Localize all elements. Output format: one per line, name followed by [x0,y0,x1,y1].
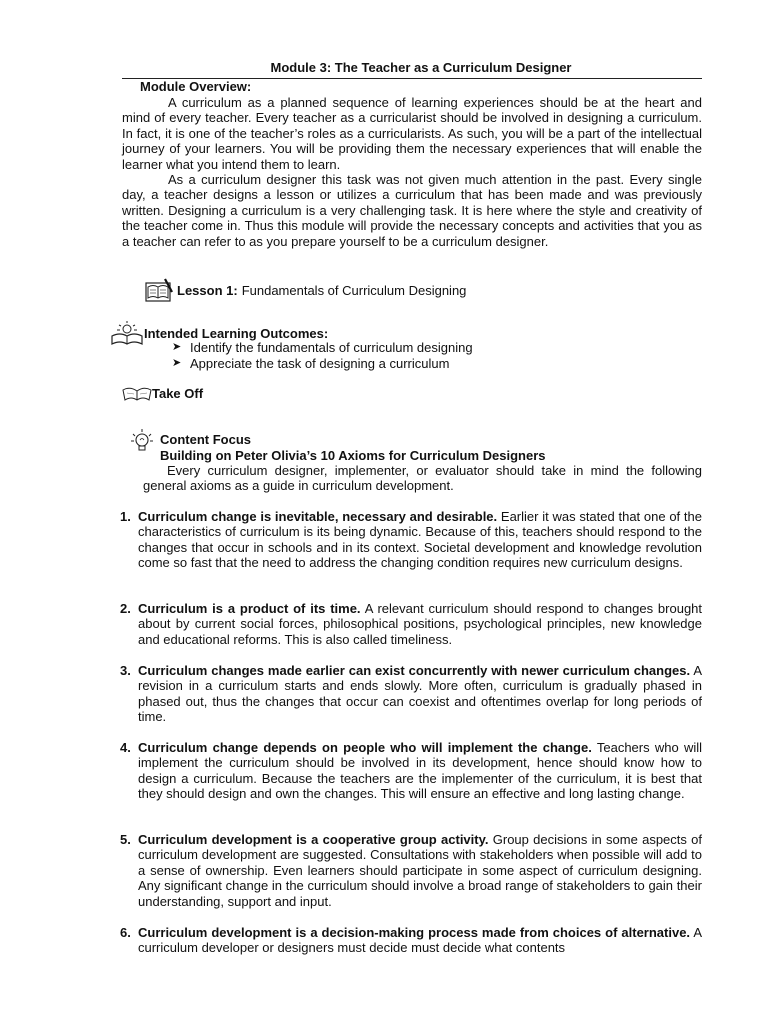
axiom-item [120,832,702,909]
axiom-number: 2. [120,601,131,616]
arrow-bullet-icon: ➤ [172,356,182,369]
axiom-title: Curriculum changes made earlier can exist concurrently with newer curriculum changes. [138,663,691,678]
axiom-text: Earlier it was stated that one of the characteristics of curriculum is its being dynamic. Because of this, teachers should respond to the changes that occur in schools and in its context. Societal development and knowledge revolution come so fast that the need to address the changing condition requires new curriculum designs. [138,509,702,571]
axiom-item [120,663,702,725]
axiom-title: Curriculum change depends on people who will implement the change. [138,740,592,755]
axiom-item [120,925,702,956]
axiom-text: A relevant curriculum should respond to changes brought about by current social forces, philosophical positions, psychological principles, new knowledge and educational reforms. This is also called timeliness. [138,601,703,647]
axiom-text: A curriculum developer or designers must decide must decide what contents [138,925,702,956]
take-off-row [122,384,203,402]
axiom-number: 6. [120,925,131,940]
axiom-title: Curriculum change is inevitable, necessary and desirable. [138,509,498,524]
axiom-number: 5. [120,832,131,847]
lightbulb-icon [130,427,154,457]
lesson-heading [145,277,466,303]
axiom-item [120,740,702,802]
module-title: Module 3: The Teacher as a Curriculum Designer [270,60,572,75]
axiom-number: 3. [120,663,131,678]
content-focus-header [130,427,546,463]
outcomes-list [172,340,473,371]
axiom-title: Curriculum is a product of its time. [138,601,361,616]
content-focus-subheading: Building on Peter Olivia’s 10 Axioms for Curriculum Designers [160,447,546,463]
book-pencil-icon [145,278,173,302]
outcomes-heading: Intended Learning Outcomes: [144,325,329,341]
axiom-text: A revision in a curriculum starts and ends slowly. More often, curriculum is gradually phased in phased out, thus the changes that occur can coexist and oftentimes overlap for long periods of time. [138,663,702,725]
axiom-text: Group decisions in some aspects of curriculum development are suggested. Consultations with stakeholders when possible will add to a sense of ownership. Even learners should participate in some aspect of curriculum designing. Any significant change in the curriculum should involve a broad range of stakeholders to gain their understanding, support and input. [138,832,703,909]
lesson-label: Lesson 1: [177,282,238,298]
axiom-title: Curriculum development is a decision-making process made from choices of alternative. [138,925,691,940]
overview-paragraph-1: A curriculum as a planned sequence of learning experiences should be at the heart and mind of every teacher. Every teacher as a curricularist should be involved in designing a curriculum. In fact, it is one of the teacher’s roles as a curricularists. As such, you will be a part of the intellectual journey of your learners. You will be providing them the necessary experiences that will enable the learner what you intend them to learn. [122,95,702,172]
axiom-item [120,601,702,647]
axiom-number: 4. [120,740,131,755]
axiom-item [120,509,702,571]
outcome-item: ➤ Appreciate the task of designing a curriculum [172,355,450,371]
outcome-item: ➤ Identify the fundamentals of curriculum designing [172,340,473,355]
arrow-bullet-icon: ➤ [172,341,182,353]
axiom-number: 1. [120,509,131,524]
content-focus-heading: Content Focus [160,432,251,447]
open-book-icon [122,384,152,402]
lesson-title: Fundamentals of Curriculum Designing [241,282,467,298]
take-off-heading: Take Off [152,385,204,401]
open-book-sun-icon [110,320,144,346]
overview-paragraph-2: As a curriculum designer this task was not given much attention in the past. Every single day, a teacher designs a lesson or utilizes a curriculum that has been made and was previously written. Designing a curriculum is a very challenging task. It is here where the style and creativity of the teacher come in. Thus this module will provide the necessary concepts and activities that you as a teacher can refer to as you prepare yourself to be a curriculum designer. [122,172,702,249]
overview-heading: Module Overview: [140,79,252,94]
axiom-text: Teachers who will implement the curriculum should be involved in its development, hence should know how to design a curriculum. Because the teachers are the implementer of the curriculum, it is best that they should design and own the changes. This will ensure an effective and long lasting change. [138,740,702,802]
content-focus-intro: Every curriculum designer, implementer, or evaluator should take in mind the following general axioms as a guide in curriculum development. [143,463,702,494]
axiom-title: Curriculum development is a cooperative group activity. [138,832,489,847]
